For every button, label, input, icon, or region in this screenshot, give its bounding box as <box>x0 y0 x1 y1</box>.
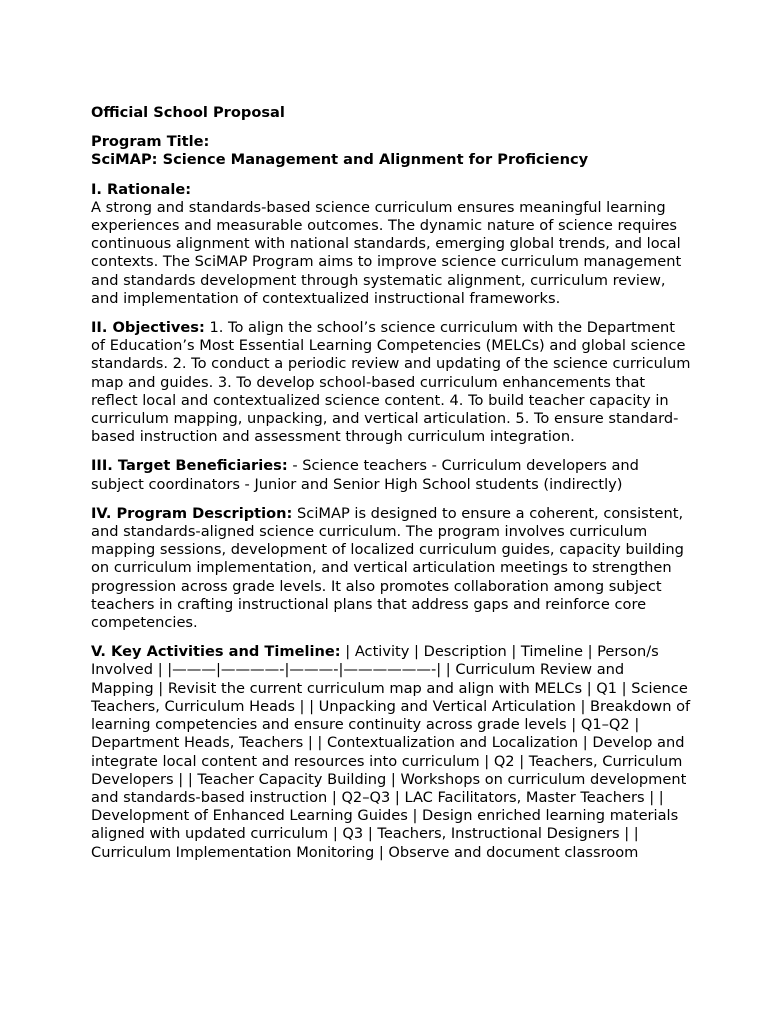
section-heading-activities: V. Key Activities and Timeline: <box>91 643 341 661</box>
section-body-objectives: 1. To align the school’s science curriculum with the Department of Education’s Most Essential Learning Competencies (MELCs) and global science standards. 2. To conduct a periodic review and updating of the science curriculum map and guides. 3. To develop school-based curriculum enhancements that reflect local and contextualized science content. 4. To build teacher capacity in curriculum mapping, unpacking, and vertical articulation. 5. To ensure standard-based instruction and assessment through curriculum integration. <box>91 319 691 446</box>
section-activities <box>91 643 691 861</box>
section-rationale <box>91 181 691 308</box>
section-objectives <box>91 319 691 446</box>
section-paragraph-beneficiaries <box>91 457 691 493</box>
program-title: SciMAP: Science Management and Alignment for Proficiency <box>91 151 589 169</box>
document-title: Official School Proposal <box>91 104 285 121</box>
section-heading-rationale: I. Rationale: <box>91 180 192 198</box>
section-beneficiaries <box>91 457 691 493</box>
program-title-block <box>91 133 691 169</box>
section-body-beneficiaries: - Science teachers - Curriculum developers and subject coordinators - Junior and Senior High School students (indirectly) <box>91 457 639 493</box>
section-heading-beneficiaries: III. Target Beneficiaries: <box>91 457 288 475</box>
section-body-activities: | Activity | Description | Timeline | Person/s Involved | |———|————-|———-|——————-| | Curriculum Review and Mapping | Revisit the current curriculum map and align with MELCs | Q1 | Science Teachers, Curriculum Heads | | Unpacking and Vertical Articulation | Breakdown of learning competencies and ensure continuity across grade levels | Q1–Q2 | Department Heads, Teachers | | Contextualization and Localization | Develop and integrate local content and resources into curriculum | Q2 | Teachers, Curriculum Developers | | Teacher Capacity Building | Workshops on curriculum development and standards-based instruction | Q2–Q3 | LAC Facilitators, Master Teachers | | Development of Enhanced Learning Guides | Design enriched learning materials aligned with updated curriculum | Q3 | Teachers, Instructional Designers | | Curriculum Implementation Monitoring | Observe and document classroom <box>91 643 691 861</box>
section-heading-objectives: II. Objectives: <box>91 319 205 337</box>
section-paragraph-objectives <box>91 319 691 446</box>
program-title-label: Program Title: <box>91 133 210 151</box>
document-body <box>91 104 691 873</box>
section-heading-description: IV. Program Description: <box>91 504 293 522</box>
section-body-description: SciMAP is designed to ensure a coherent, consistent, and standards-aligned science curriculum. The program involves curriculum mapping sessions, development of localized curriculum guides, capacity building on curriculum implementation, and vertical articulation meetings to strengthen progression across grade levels. It also promotes collaboration among subject teachers in crafting instructional plans that address gaps and reinforce core competencies. <box>91 504 684 632</box>
section-description <box>91 505 691 632</box>
section-paragraph-description <box>91 505 691 632</box>
section-paragraph-activities <box>91 643 691 861</box>
section-body-rationale: A strong and standards-based science curriculum ensures meaningful learning experiences and measurable outcomes. The dynamic nature of science requires continuous alignment with national standards, emerging global trends, and local contexts. The SciMAP Program aims to improve science curriculum management and standards development through systematic alignment, curriculum review, and implementation of contextualized instructional frameworks. <box>91 198 682 307</box>
